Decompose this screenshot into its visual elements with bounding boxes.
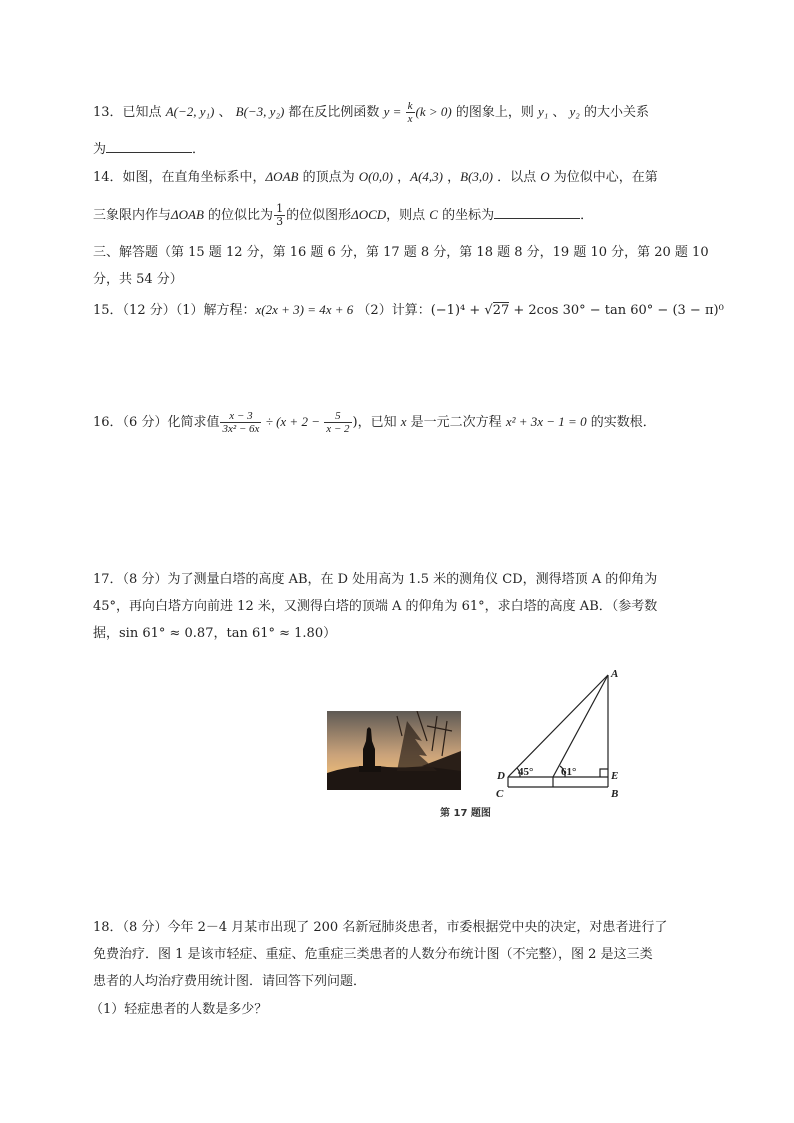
section3-heading-cont: 分，共 54 分） <box>93 272 183 287</box>
q14-line1 <box>93 167 658 188</box>
q13-func-lhs: y = <box>383 104 405 119</box>
q13-line2-text: 为 <box>93 142 107 157</box>
label-d: D <box>497 770 505 782</box>
q14-point-c: C <box>429 207 438 222</box>
q14-sep: ， <box>393 170 411 185</box>
q17-figure-caption: 第 17 题图 <box>440 808 491 819</box>
angle-label-45: 45° <box>518 766 534 778</box>
q13-line2 <box>93 140 205 160</box>
q16-fraction2 <box>324 410 351 435</box>
q15-calc-b: + 2cos 30° − tan 60° − (3 − π)⁰ <box>509 303 724 318</box>
q14-l2-end: ． <box>580 208 594 223</box>
q13-text3: 的图象上，则 <box>451 105 538 120</box>
q14-l2-text4: ，则点 <box>386 208 430 223</box>
q14-l2-text: 三象限内作与 <box>93 208 172 223</box>
q14-l2-text2: 的位似比为 <box>203 208 274 223</box>
q14-sep2: ， <box>443 170 461 185</box>
q15-calc-a: (−1)⁴ + <box>430 303 485 318</box>
q14-text: 14．如图，在直角坐标系中， <box>93 170 266 185</box>
q14-frac-den: 3 <box>276 215 284 228</box>
angle-label-61: 61° <box>561 766 577 778</box>
q15-line <box>93 300 724 321</box>
q14-triangle-ocd: ΔOCD <box>351 207 387 222</box>
q13-text: 13．已知点 <box>93 105 166 120</box>
q16-text4: 的实数根． <box>586 415 656 430</box>
sight-line-da <box>508 675 608 777</box>
answer-blank[interactable] <box>106 140 192 153</box>
q13-line1 <box>93 100 649 125</box>
q16-f2-den: x − 2 <box>326 423 350 435</box>
pagoda-photo <box>327 711 461 790</box>
sqrt-sign: √ <box>484 303 493 318</box>
q16-equation: x² + 3x − 1 = 0 <box>505 414 587 429</box>
q14-fraction <box>274 203 285 228</box>
label-b: B <box>611 788 619 800</box>
q15-equation: x(2x + 3) = 4x + 6 <box>255 302 354 317</box>
q13-sep2: 、 <box>548 105 570 120</box>
q13-text2: 都在反比例函数 <box>284 105 384 120</box>
q16-f1-den: 3x² − 6x <box>222 423 260 435</box>
q14-triangle-oab-2: ΔOAB <box>171 207 204 222</box>
q16-var-x: x <box>400 414 407 429</box>
q16-text: 16．（6 分）化简求值 <box>93 415 220 430</box>
q14-text4: 为位似中心，在第 <box>549 170 658 185</box>
q17-line2: 45°，再向白塔方向前进 12 米，又测得白塔的顶端 A 的仰角为 61°，求白塔的高度 AB．（参考数 <box>93 599 658 614</box>
q16-text2: ，已知 <box>357 415 401 430</box>
q13-fraction <box>406 100 415 125</box>
q16-operator: ÷ (x + 2 − <box>262 414 324 429</box>
q17-line3: 据，sin 61° ≈ 0.87，tan 61° ≈ 1.80） <box>93 626 337 641</box>
q14-point-b: B(3,0) <box>460 169 494 184</box>
pagoda-photo-svg <box>327 711 461 790</box>
q18-sub1: （1）轻症患者的人数是多少？ <box>90 1002 268 1017</box>
q17-tower-diagram <box>490 665 630 809</box>
q16-fraction1 <box>220 410 261 435</box>
q15-text: 15．（12 分）（1）解方程： <box>93 303 256 318</box>
q14-point-a: A(4,3) <box>410 169 444 184</box>
label-a: A <box>611 668 619 680</box>
q14-l2-text3: 的位似图形 <box>286 208 352 223</box>
q13-sep: 、 <box>214 105 236 120</box>
q16-close: ) <box>352 415 358 430</box>
q13-point-a: A(−2, y₁) <box>165 104 215 119</box>
section3-heading: 三、解答题（第 15 题 12 分，第 16 题 6 分，第 17 题 8 分，第 18 题 8 分，19 题 10 分，第 20 题 10 <box>93 245 709 260</box>
q13-frac-num: k <box>407 100 413 112</box>
q16-f1-num: x − 3 <box>220 410 261 423</box>
q14-point-o: O(0,0) <box>358 169 394 184</box>
q13-text4: 的大小关系 <box>579 105 649 120</box>
q16-line <box>93 410 656 435</box>
answer-blank[interactable] <box>494 206 580 219</box>
q15-text2: （2）计算： <box>353 303 431 318</box>
q14-line2 <box>93 203 593 228</box>
q16-f2-num: 5 <box>324 410 351 423</box>
q13-condition: (k > 0) <box>415 104 452 119</box>
sight-line-fa <box>553 675 608 777</box>
q14-l2-text5: 的坐标为 <box>437 208 495 223</box>
label-e: E <box>611 770 619 782</box>
q17-diagram-svg <box>490 665 630 805</box>
q17-line1: 17．（8 分）为了测量白塔的高度 AB，在 D 处用高为 1.5 米的测角仪 CD，测得塔顶 A 的仰角为 <box>93 572 658 587</box>
q14-triangle-oab: ΔOAB <box>265 169 299 184</box>
q14-text3: ．以点 <box>493 170 541 185</box>
q13-point-b: B(−3, y₂) <box>235 104 285 119</box>
q18-line1: 18．（8 分）今年 2－4 月某市出现了 200 名新冠肺炎患者，市委根据党中央的决定，对患者进行了 <box>93 920 668 935</box>
q14-frac-num: 1 <box>276 202 284 215</box>
q16-text3: 是一元二次方程 <box>406 415 506 430</box>
q13-y2: y₂ <box>569 104 580 119</box>
q13-line2-end: ． <box>192 142 206 157</box>
right-angle-mark <box>600 769 608 777</box>
q14-center-o: O <box>540 169 550 184</box>
q14-text2: 的顶点为 <box>298 170 359 185</box>
q13-frac-den: x <box>407 113 413 125</box>
label-c: C <box>496 788 504 800</box>
q18-line3: 患者的人均治疗费用统计图．请回答下列问题． <box>93 974 367 989</box>
q13-y1: y₁ <box>537 104 549 119</box>
q15-sqrt-arg: 27 <box>492 303 510 318</box>
q18-line2: 免费治疗．图 1 是该市轻症、重症、危重症三类患者的人数分布统计图（不完整），图 2 是这三类 <box>93 947 653 962</box>
